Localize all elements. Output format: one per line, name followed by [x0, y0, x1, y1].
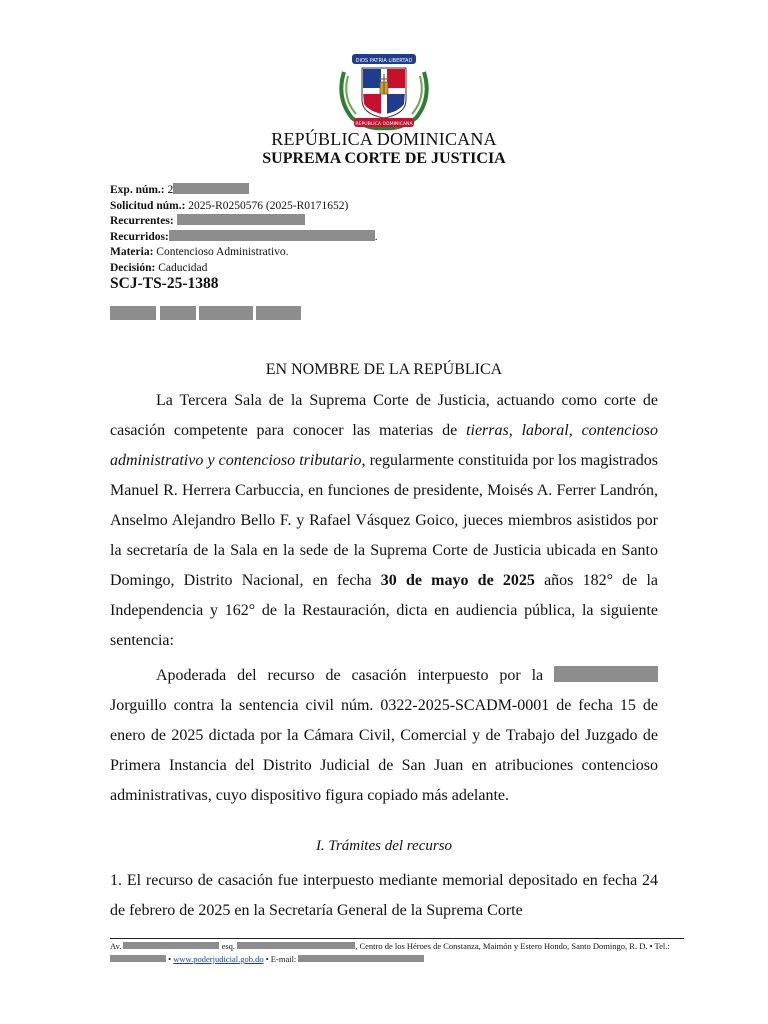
footer	[110, 940, 684, 966]
redaction-block	[110, 955, 166, 962]
country-heading: REPÚBLICA DOMINICANA	[271, 129, 497, 149]
paragraph-apoderada-text-b: Jorguillo contra la sentencia civil núm. 0322-2025-SCADM-0001 de fecha 15 de enero de 2025 dictada por la Cámara Civil, Comercial y de Trabajo del Juzgado de Primera Instancia del Distrito Judicial de San Juan en atribuciones contencioso administrativas, cuyo dispositivo figura copiado más adelante.	[110, 697, 658, 804]
recurrentes-label: Recurrentes:	[110, 215, 174, 227]
website-link[interactable]: www.poderjudicial.gob.do	[173, 954, 264, 964]
document-title: EN NOMBRE DE LA REPÚBLICA	[265, 361, 503, 378]
footer-address: , Centro de los Héroes de Constanza, Maimón y Estero Hondo, Santo Domingo, R. D. • Tel.:	[355, 941, 670, 951]
redaction-block	[199, 306, 253, 320]
redaction-block	[237, 942, 355, 949]
section-title: I. Trámites del recurso	[315, 838, 453, 854]
paragraph-intro-text-c: , regularmente constituida por los magistrados Manuel R. Herrera Carbuccia, en funciones de presidente, Moisés A. Ferrer Landrón, Anselmo Alejandro Bello F. y Rafael Vásquez Goico, jueces miembros asistidos por la secretaría de la Sala en la sede de la Suprema Corte de Justicia ubicada en Santo Domingo, Distrito Nacional, en fecha	[110, 452, 659, 589]
redaction-block	[177, 214, 305, 225]
decision-row	[110, 261, 378, 277]
paragraph-intro-date: 30 de mayo de 2025	[380, 572, 535, 589]
paragraph-apoderada	[110, 661, 658, 811]
paragraph-intro-text-a: La Tercera Sala de la Suprema Corte de Justicia, actuando como corte de casación competente para conocer las materias de	[110, 392, 658, 439]
decision-value: Caducidad	[158, 261, 208, 274]
case-number: SCJ-TS-25-1388	[110, 275, 219, 292]
paragraph-intro-text-e: años 182° de la Independencia y 162° de la Restauración, dicta en audiencia pública, la siguiente sentencia:	[110, 572, 659, 649]
footer-av: Av.	[110, 941, 124, 951]
decision-label: Decisión:	[110, 261, 156, 274]
materia-row	[110, 245, 378, 261]
redaction-block	[123, 942, 219, 949]
footer-sep: •	[166, 954, 174, 964]
paragraph-tramites: 1. El recurso de casación fue interpuesto mediante memorial depositado en fecha 24 de febrero de 2025 en la Secretaría General de la Suprema Corte	[110, 872, 658, 919]
solicitud-label: Solicitud núm.:	[110, 199, 186, 212]
redaction-block	[554, 666, 658, 682]
paragraph-apoderada-text-a: Apoderada del recurso de casación interpuesto por la	[156, 667, 554, 684]
footer-email-label: • E-mail:	[263, 954, 299, 964]
materia-value: Contencioso Administrativo.	[156, 246, 289, 258]
materia-label: Materia:	[110, 246, 154, 258]
solicitud-value: 2025-R0250576 (2025-R0171652)	[188, 199, 349, 212]
footer-esq: esq.	[219, 941, 238, 951]
redaction-block	[256, 306, 301, 320]
redaction-block	[110, 306, 156, 320]
footer-divider	[110, 938, 684, 939]
exp-row	[110, 183, 378, 199]
paragraph-intro-matters: tierras, laboral, contencioso administrativo y contencioso tributario	[110, 422, 658, 469]
exp-value: 2	[167, 184, 174, 196]
redaction-block	[173, 183, 249, 194]
recurridos-row: Recurridos: .	[110, 230, 378, 243]
court-heading: SUPREMA CORTE DE JUSTICIA	[262, 150, 506, 167]
svg-text:REPUBLICA DOMINICANA: REPUBLICA DOMINICANA	[355, 122, 413, 127]
coat-of-arms-icon	[334, 48, 434, 132]
redaction-block	[160, 306, 196, 320]
redaction-block	[169, 230, 375, 241]
case-metadata	[110, 183, 378, 276]
recurridos-label: Recurridos:	[110, 230, 169, 243]
paragraph-intro	[110, 386, 658, 656]
recurrentes-row	[110, 214, 378, 230]
redaction-block	[298, 955, 424, 962]
exp-label: Exp. núm.:	[110, 184, 165, 196]
svg-text:DIOS PATRIA LIBERTAD: DIOS PATRIA LIBERTAD	[355, 58, 413, 64]
solicitud-row	[110, 199, 378, 215]
